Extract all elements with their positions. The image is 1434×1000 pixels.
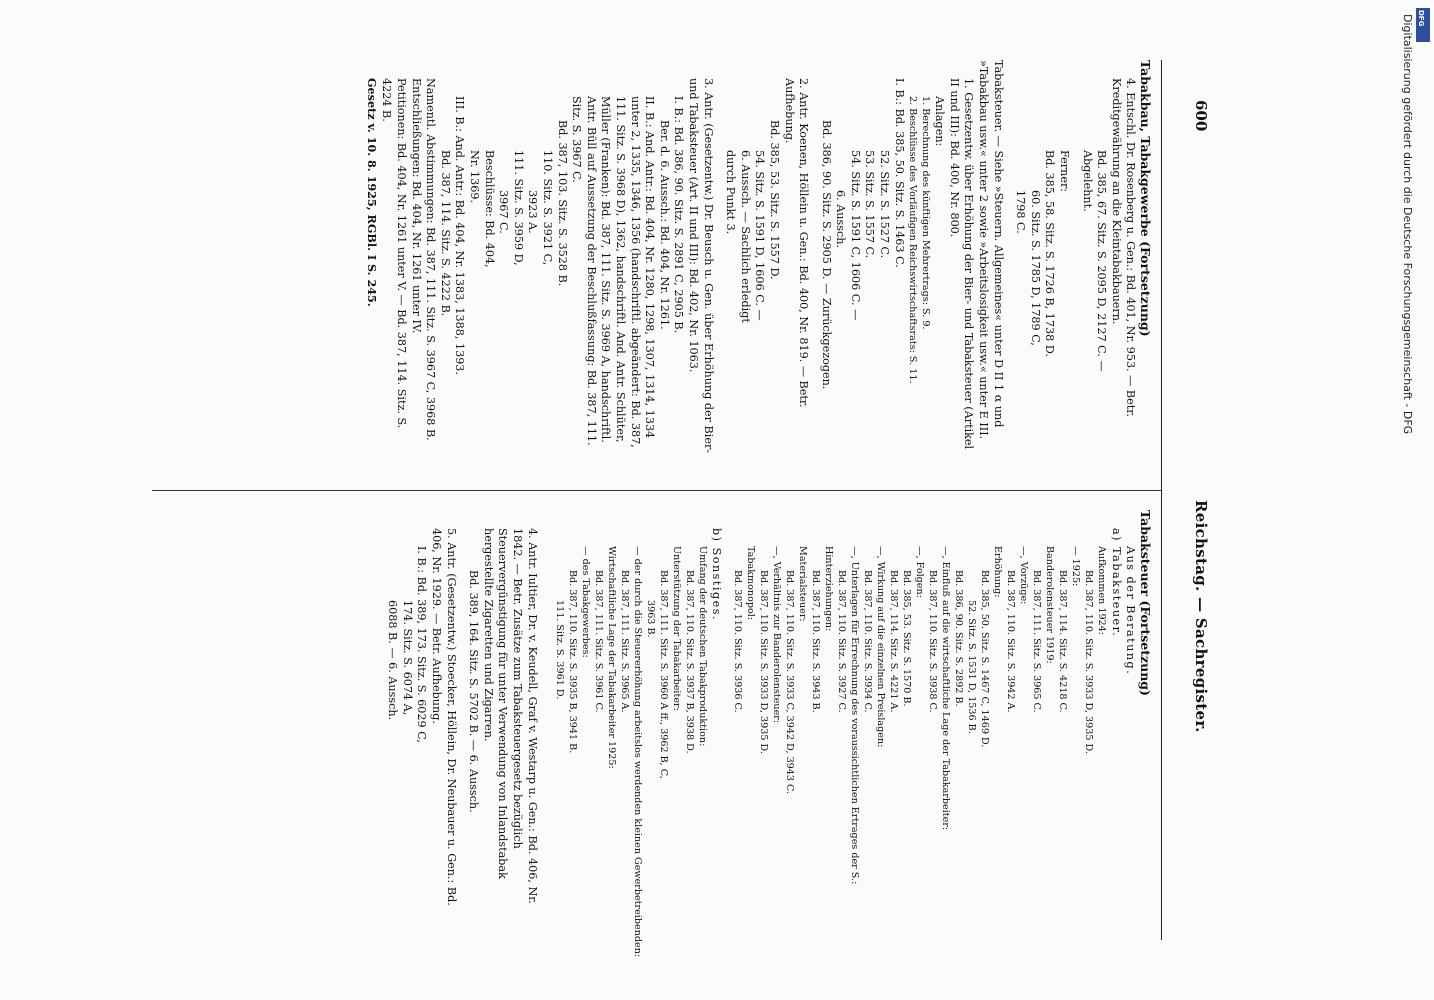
- right-column-entry: Wirtschaftliche Lage der Tabakarbeiter 1925:: [605, 546, 617, 769]
- right-column-entry: Bd. 387, 110. Sitz. S. 3936 C.: [732, 570, 744, 713]
- left-column-entry: II. B.: And. Antr.: Bd. 404, Nr. 1280, 1298, 1307, 1314, 1334 unter 2, 1335, 1346, 1356 (handschriftl. abgeändert: Bd. 387, 111. Sitz. S. 3968 D), 1362, handschriftl. And. Antr. Schlüter, Müller (Franken): Bd. 387, 111. Sitz. S. 3969 A, handschriftl. Antr. Büll auf Aussetzung der Beschlußfassung: Bd. 387, 111. Sitz. S. 3967 C.: [570, 96, 657, 448]
- right-column-entry: Bd. 387, 110. Sitz. S. 3937 B, 3938 D.: [683, 570, 695, 754]
- left-column-entry: Bd. 385, 58. Sitz. S. 1726 B, 1738 D.: [1043, 150, 1057, 357]
- right-column-entry: Bd. 387, 111. Sitz. S. 3965 A.: [618, 570, 630, 713]
- right-column-entry: I. B.: Bd. 389, 173. Sitz. S. 6029 C,: [415, 546, 429, 743]
- right-column-entry: —, Wirkung auf die einzelnen Preislagen:: [875, 546, 887, 748]
- left-column-entry: Bd. 385, 67. Sitz. S. 2095 D, 2127 C. —: [1095, 150, 1109, 372]
- right-column-entry: [458, 510, 466, 930]
- right-column-entry: Tabaksteuer (Fortsetzung): [1138, 510, 1153, 696]
- right-column-entry: Tabakmonopol:: [745, 546, 757, 621]
- left-column-entry: I. B.: Bd. 386, 90. Sitz. S. 2891 C, 2905 B.: [672, 96, 686, 334]
- right-column-entry: —, Unterlagen für Errechnung des voraussichtlichen Ertrages der S.:: [849, 546, 861, 885]
- right-column-entry: —, Einfluß auf die wirtschaftliche Lage der Tabakarbeiter:: [940, 546, 952, 831]
- right-column-entry: Bd. 387, 111. Sitz. S. 3960 A ff., 3962 B, C,: [657, 570, 669, 779]
- right-column-entry: Materialsteuer:: [797, 546, 809, 622]
- right-column-entry: Bd. 387, 114. Sitz. S. 4221 A.: [888, 570, 900, 713]
- left-column-entry: [810, 60, 818, 460]
- left-column-entry: Nr. 1369.: [468, 150, 482, 204]
- right-column-entry: [539, 510, 553, 930]
- rotated-register-page: [80, 60, 1210, 958]
- left-column-entry: III. B.: And. Antr.: Bd. 404, Nr. 1383, 1388, 1393.: [453, 96, 467, 375]
- left-column-entry: Bd. 387, 103. Sitz. S. 3528 B.: [555, 120, 569, 287]
- right-column-entry: —, Vorzüge:: [1018, 546, 1030, 605]
- left-column-entry: Abgelehnt.: [1080, 150, 1094, 212]
- right-column-entry: Bd. 386, 90. Sitz. S. 2892 B.: [953, 570, 965, 707]
- left-column-entry: 60. Sitz. S. 1785 D, 1789 C,: [1028, 190, 1042, 346]
- right-column-entry: Bd. 387, 110. Sitz. S. 3934 C.: [862, 570, 874, 713]
- right-column-entry: Bd. 387, 111. Sitz. S. 3961 C.: [592, 570, 604, 713]
- running-head: Reichstag. — Sachregister.: [1192, 500, 1210, 733]
- right-column-entry: Bd. 385, 53. Sitz. S. 1570 B.: [901, 570, 913, 707]
- left-column-entry: 2. Beschlüsse des Vorläufigen Reichswirtschaftsrats: S. 11.: [906, 96, 918, 384]
- right-column-entry: — 1925:: [1070, 546, 1082, 587]
- left-column-entry: Gesetz v. 10. 8. 1925, RGBl. I S. 245.: [364, 78, 379, 307]
- page-header: [1180, 60, 1210, 940]
- right-column-entry: Bd. 387, 110. Sitz. S. 3927 C.: [836, 570, 848, 713]
- right-column-entry: Hinterziehungen:: [823, 546, 835, 632]
- right-column-entry: 111. Sitz. S. 3961 D.: [553, 600, 565, 700]
- left-column-entry: 1. Gesetzentw. über Erhöhung der Bier- und Tabaksteuer (Artikel II und III): Bd. 400, Nr. 800.: [947, 78, 976, 450]
- right-column-entry: 174. Sitz. S. 6074 A,: [400, 600, 414, 716]
- right-column-entry: — der durch die Steuererhöhung arbeitslos werdenden kleinen Gewerbetreibenden:: [631, 546, 643, 958]
- header-rule: [1161, 60, 1162, 940]
- left-column-entry: [715, 60, 723, 460]
- right-column-entry: Bd. 387, 110. Sitz. S. 3933 D, 3935 D.: [758, 570, 770, 754]
- left-column-entry: 3. Antr. (Gesetzentw.) Dr. Beusch u. Gen. über Erhöhung der Bier- und Tabaksteuer (Art. II und III): Bd. 402, Nr. 1063.: [686, 78, 715, 454]
- right-column-entry: a) Tabaksteuer.: [1109, 528, 1123, 638]
- left-column-entry: Ber. d. 6. Aussch.: Bd. 404, Nr. 1261.: [657, 120, 671, 330]
- right-column-entry: 52. Sitz. S. 1531 D, 1536 B.: [966, 600, 978, 734]
- dfg-logo: [1416, 8, 1430, 42]
- right-column-entry: Bd. 385, 50. Sitz. S. 1467 C, 1469 D.: [979, 570, 991, 748]
- left-column-entry: 111. Sitz. S. 3959 D,: [511, 150, 525, 266]
- right-column-entry: Bd. 387, 110. Sitz. S. 3942 A.: [1005, 570, 1017, 713]
- left-column-entry: I. B.: Bd. 385, 50. Sitz. S. 1463 C.: [892, 78, 906, 268]
- page-number: 600: [1192, 100, 1210, 132]
- left-column-entry: 3923 A.: [526, 190, 540, 234]
- left-column-entry: Petitionen: Bd. 404, Nr. 1261 unter V. — Bd. 387, 114. Sitz. S. 4224 B.: [380, 78, 409, 429]
- right-column-entry: —, Verhältnis zur Banderolensteuer:: [771, 546, 783, 724]
- left-column-entry: durch Punkt 3.: [724, 150, 738, 235]
- left-column-entry: [1005, 60, 1013, 460]
- right-column-entry: b) Sonstiges.: [710, 528, 724, 622]
- column-separator: [152, 490, 1162, 491]
- right-column-entry: Aus der Beratung.: [1124, 546, 1138, 676]
- left-column-entry: Bd. 386, 90. Sitz. S. 2905 D. — Zurückgezogen.: [819, 120, 833, 390]
- right-column-entry: —, Folgen:: [914, 546, 926, 598]
- right-column-entry: — des Tabakgewerbes:: [579, 546, 591, 658]
- right-column: [385, 510, 1153, 958]
- left-column-entry: Bd. 387, 114. Sitz. S. 4222 B.: [438, 150, 452, 317]
- right-column-entry: Umfang der deutschen Tabakproduktion:: [696, 546, 708, 747]
- left-column-entry: 4. Entschl. Dr. Rosenberg u. Gen.: Bd. 401, Nr. 953. — Betr. Kreditgewährung an die Kleintabakbauern.: [1109, 78, 1138, 417]
- left-column-entry: 53. Sitz. S. 1557 C.: [863, 150, 877, 259]
- left-column-entry: Entschließungen: Bd. 404, Nr. 1261 unter IV.: [409, 78, 423, 334]
- left-column-entry: 2. Antr. Koenen, Höllein u. Gen.: Bd. 400, Nr. 819. — Betr. Aufhebung.: [782, 78, 811, 408]
- right-column-entry: Banderolensteuer 1919:: [1044, 546, 1056, 664]
- right-column-entry: Bd. 387, 110. Sitz. S. 3938 C.: [927, 570, 939, 713]
- right-column-entry: Bd. 387, 111. Sitz. S. 3965 C.: [1031, 570, 1043, 713]
- right-column-entry: Bd. 387, 110. Sitz. S. 3933 C, 3942 D, 3943 C.: [784, 570, 796, 795]
- left-column-entry: Ferner:: [1058, 150, 1072, 193]
- left-column-entry: Tabakbau, Tabakgewerbe (Fortsetzung): [1138, 60, 1153, 337]
- left-column-entry: Anlagen:: [933, 96, 947, 147]
- right-column-entry: [723, 510, 731, 930]
- right-column-entry: 4. Antr. Iultier, Dr. v. Keudell, Graf v. Westarp u. Gen.: Bd. 406, Nr. 1842. — Betr. Zusätze zum Tabaksteuergesetz bezüglich Steuervergünstigung für unter Verwendung von Inlandstabak hergestellte Zigaretten und Zigarren.: [481, 528, 539, 904]
- right-column-entry: Bd. 389, 164. Sitz. S. 5702 B. — 6. Aussch.: [467, 570, 481, 813]
- left-column: [364, 60, 1152, 460]
- left-column-entry: 6. Aussch.: [834, 190, 848, 249]
- right-column-entry: Bd. 387, 110. Sitz. S. 3943 B.: [810, 570, 822, 713]
- right-column-entry: Erhöhung:: [992, 546, 1004, 598]
- left-column-entry: Beschlüsse: Bd. 404,: [482, 150, 496, 268]
- left-column-entry: [1071, 60, 1079, 460]
- left-column-entry: 6. Aussch. — Sachlich erledigt: [738, 150, 752, 323]
- left-column-entry: Tabaksteuer. — Siehe »Steuern. Allgemeines« unter D II 1 α und »Tabakbau usw.« unter 2 sowie »Arbeitslosigkeit usw.« unter E III.: [977, 60, 1005, 440]
- left-column-entry: 52. Sitz. S. 1527 C.: [878, 150, 892, 259]
- right-column-entry: Bd. 387, 110. Sitz. S. 3933 D, 3935 D.: [1083, 570, 1095, 754]
- digitization-note: Digitalisierung gefördert durch die Deutsche Forschungsgemeinschaft - DFG: [1401, 14, 1414, 435]
- left-column-entry: Namentl. Abstimmungen: Bd. 387, 111. Sitz. S. 3967 C, 3968 B.: [424, 78, 438, 441]
- dfg-badge-text: DFG: [1417, 10, 1425, 27]
- right-column-entry: 3963 B.: [644, 600, 656, 638]
- left-column-entry: 3967 C.: [497, 190, 511, 234]
- right-column-entry: 5. Antr. (Gesetzentw.) Stoecker, Höllein, Dr. Neubauer u. Gen.: Bd. 406, Nr. 1929. — Betr. Aufhebung.: [430, 528, 458, 906]
- left-column-entry: 54. Sitz. S. 1591 D, 1606 C. —: [753, 150, 767, 321]
- left-column-entry: 54. Sitz. S. 1591 C, 1606 C. —: [848, 150, 862, 321]
- left-column-entry: 1798 C.: [1014, 190, 1028, 234]
- right-column-entry: Aufkommen 1924:: [1096, 546, 1108, 635]
- left-column-entry: 1. Berechnung des künftigen Mehrertrags: S. 9.: [919, 96, 931, 330]
- right-column-entry: Unterstützung der Tabakarbeiter:: [670, 546, 682, 711]
- right-column-entry: Bd. 387, 110. Sitz. S. 3935 B, 3941 B.: [566, 570, 578, 754]
- left-column-entry: 110. Sitz. S. 3921 C,: [541, 150, 555, 266]
- right-column-entry: 6088 B. — 6. Aussch.: [386, 600, 400, 721]
- left-column-entry: Bd. 385, 53. Sitz. S. 1557 D.: [767, 120, 781, 280]
- right-column-entry: Bd. 387, 114. Sitz. S. 4218 C.: [1057, 570, 1069, 713]
